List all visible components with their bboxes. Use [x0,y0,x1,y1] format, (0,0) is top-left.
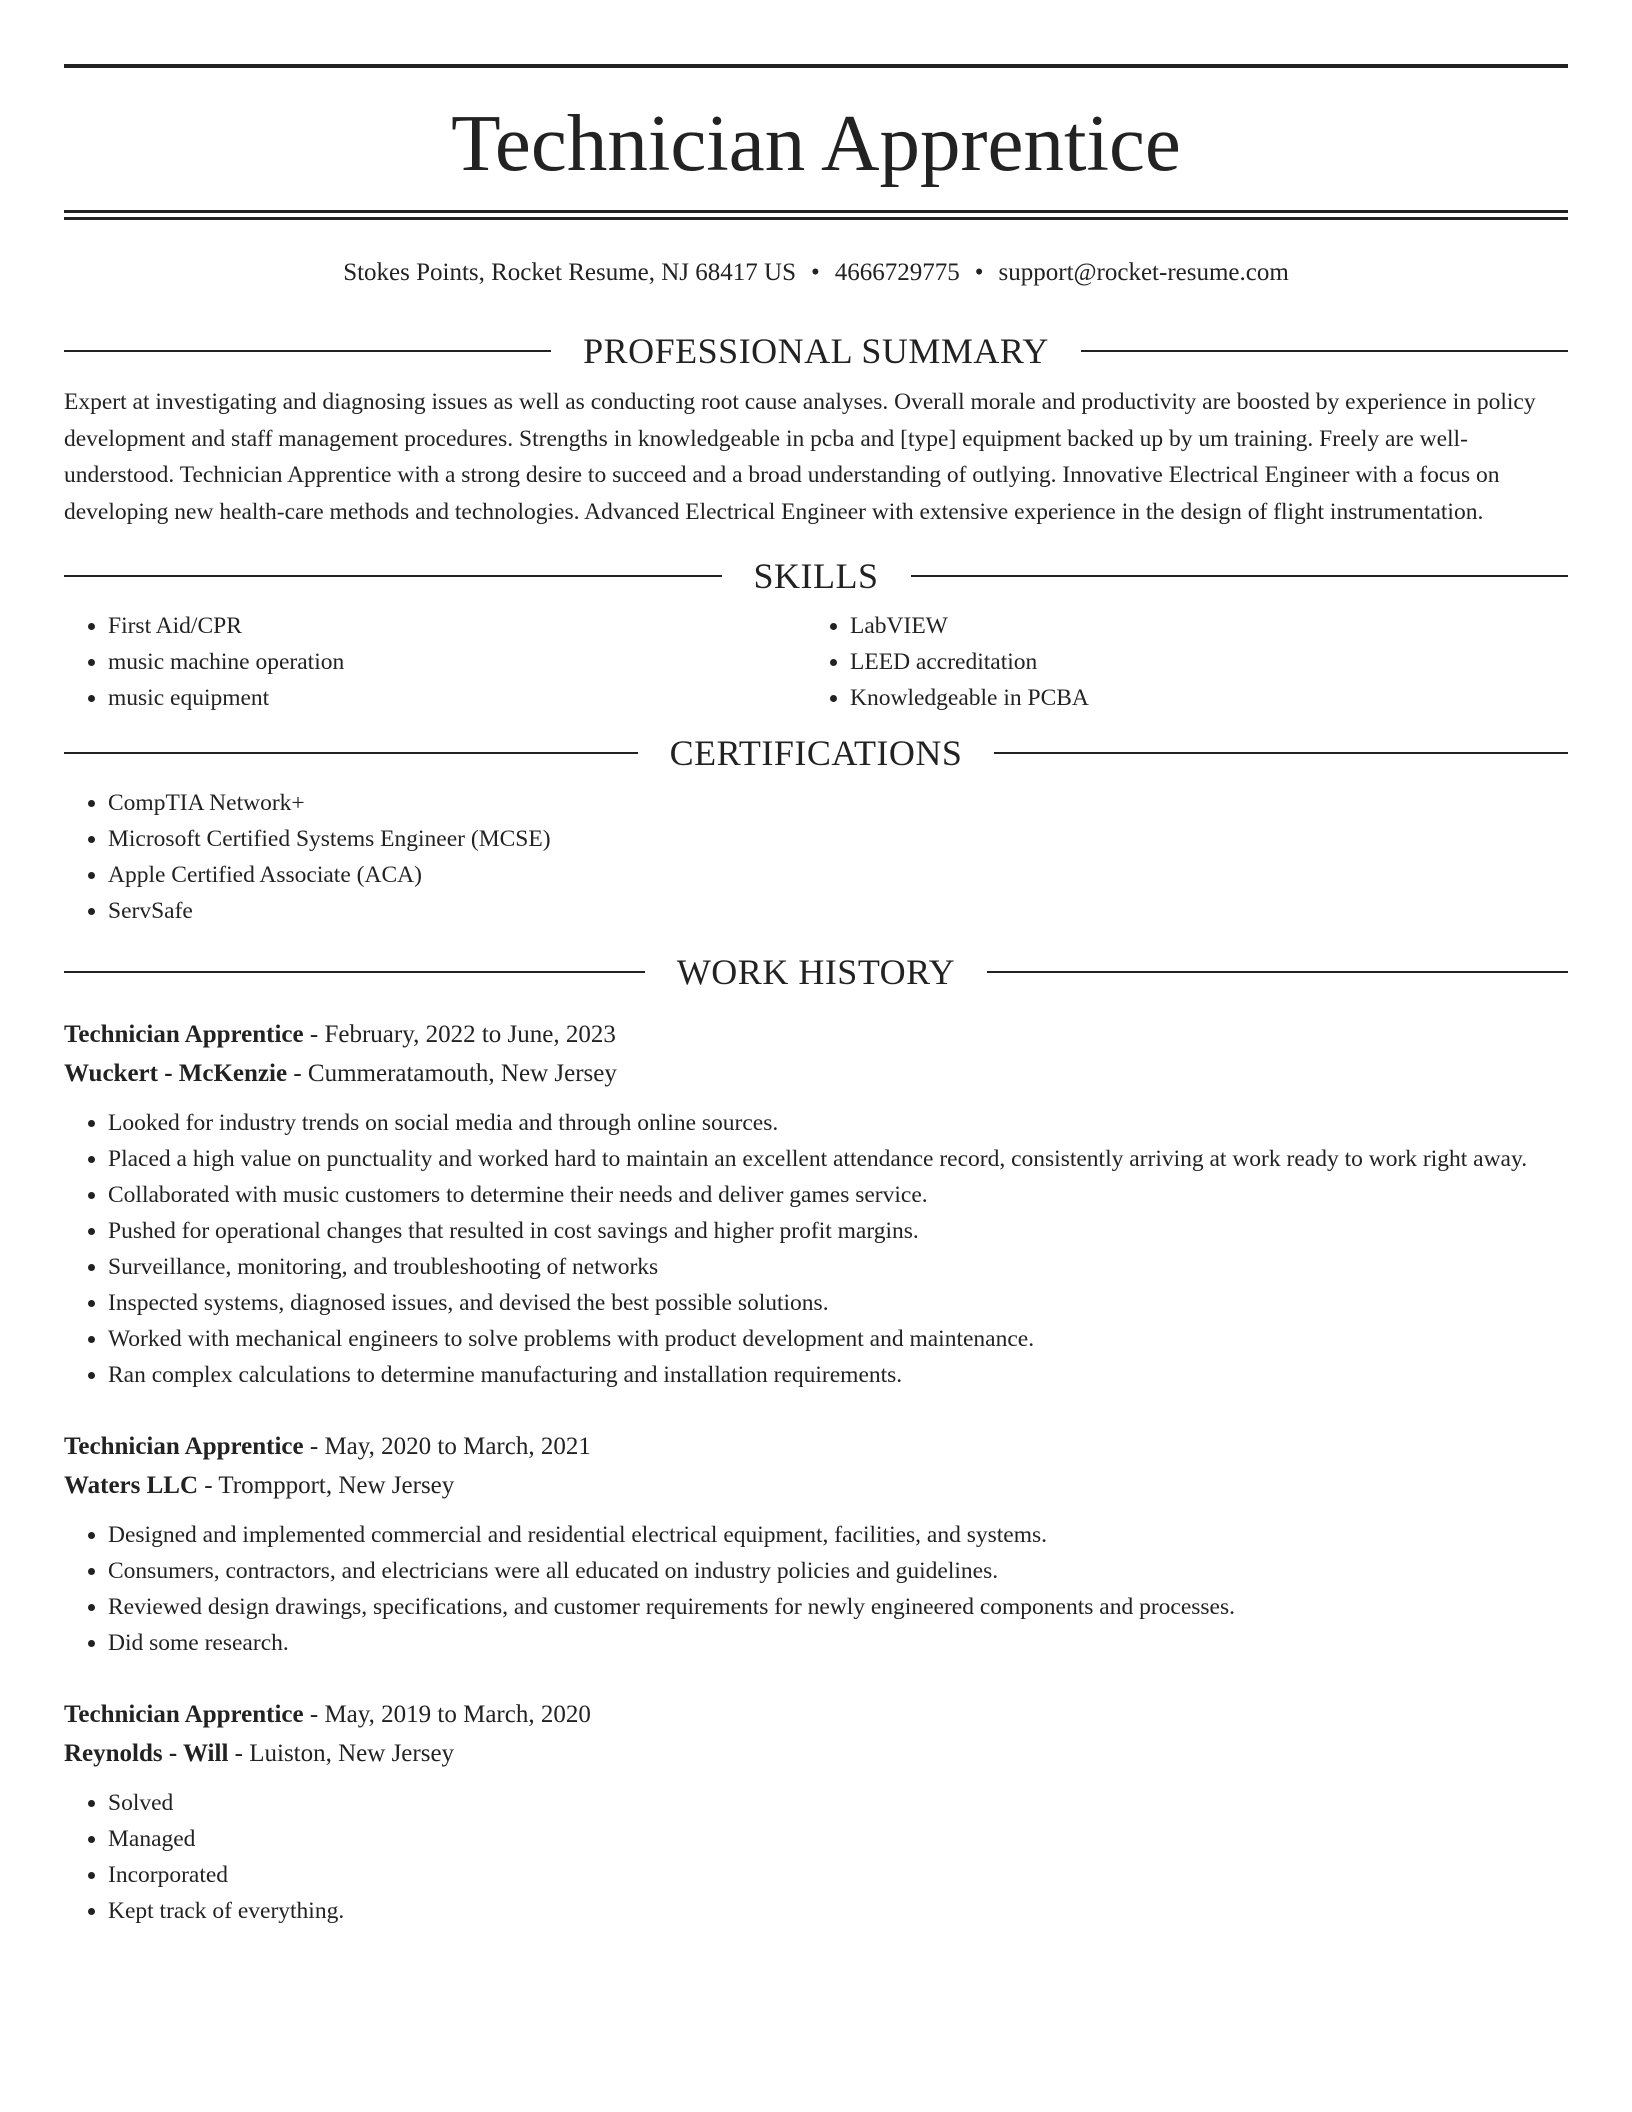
section-rule-left [64,971,645,973]
certification-item: • Apple Certified Associate (ACA) [108,857,1568,893]
job-dates: - May, 2019 to March, 2020 [303,1701,591,1728]
contact-phone: 4666729775 [834,259,960,286]
job-location: - Cummeratamouth, New Jersey [287,1060,617,1087]
job-bullet: • Incorporated [108,1857,1568,1893]
job-company: Wuckert - McKenzie [64,1060,288,1087]
certification-item: • CompTIA Network+ [108,785,1568,821]
contact-email: support@rocket-resume.com [998,259,1289,286]
section-rule-left [64,575,722,577]
job-company-line [64,1734,1568,1773]
job-dates: - February, 2022 to June, 2023 [303,1021,616,1048]
job-bullet: • Ran complex calculations to determine manufacturing and installation requirements. [108,1357,1568,1393]
certifications-section-title: CERTIFICATIONS [669,733,963,773]
section-rule-right [911,575,1569,577]
job-bullet: • Pushed for operational changes that resulted in cost savings and higher profit margins. [108,1213,1568,1249]
resume-page [64,64,1568,1929]
work-section-title: WORK HISTORY [676,952,956,992]
job-entry [64,1015,1568,1393]
certifications-section-header [64,732,1568,774]
job-bullet: • Managed [108,1821,1568,1857]
section-rule-right [994,752,1568,754]
job-location: - Trompport, New Jersey [198,1472,455,1499]
job-bullets [64,1517,1568,1661]
summary-section-title: PROFESSIONAL SUMMARY [583,331,1049,371]
header-double-rule [64,210,1568,220]
skill-item: • LabVIEW [850,608,1550,644]
job-bullet: • Kept track of everything. [108,1893,1568,1929]
certifications-list [64,785,1568,929]
job-bullet: • Surveillance, monitoring, and troubleshooting of networks [108,1249,1568,1285]
job-bullet: • Reviewed design drawings, specifications, and customer requirements for newly engineered components and processes. [108,1589,1568,1625]
job-location: - Luiston, New Jersey [228,1740,455,1767]
section-rule-left [64,350,551,352]
job-title: Technician Apprentice [64,1021,304,1048]
skill-item: • music equipment [108,680,806,716]
header-top-rule [64,64,1568,68]
certification-item: • Microsoft Certified Systems Engineer (MCSE) [108,821,1568,857]
summary-paragraph: Expert at investigating and diagnosing issues as well as conducting root cause analyses. Overall morale and productivity are boosted by experience in policy development and staff management procedures. Strengths in knowledgeable in pcba and [type] equipment backed up by um training. Freely are well-understood. Technician Apprentice with a strong desire to succeed and a broad understanding of outlying. Innovative Electrical Engineer with a focus on developing new health-care methods and technologies. Advanced Electrical Engineer with extensive experience in the design of flight instrumentation. [64,389,1536,525]
job-bullet: • Designed and implemented commercial and residential electrical equipment, facilities, and systems. [108,1517,1568,1553]
job-bullet: • Placed a high value on punctuality and worked hard to maintain an excellent attendance record, consistently arriving at work ready to work right away. [108,1141,1568,1177]
skill-item: • First Aid/CPR [108,608,806,644]
job-company-line [64,1466,1568,1505]
skills-section-header [64,555,1568,597]
section-rule-left [64,752,638,754]
skill-item: • music machine operation [108,644,806,680]
job-company: Waters LLC [64,1472,199,1499]
job-title-line [64,1015,1568,1054]
job-bullets [64,1785,1568,1929]
job-bullet: • Worked with mechanical engineers to solve problems with product development and maintenance. [108,1321,1568,1357]
job-title: Technician Apprentice [64,1433,304,1460]
job-bullets [64,1105,1568,1393]
job-company-line [64,1054,1568,1093]
skills-list-right [806,608,1550,716]
skills-section-title: SKILLS [753,556,879,596]
job-title-line [64,1695,1568,1734]
contact-address: Stokes Points, Rocket Resume, NJ 68417 US [343,259,796,286]
job-entry [64,1695,1568,1929]
skills-columns [64,608,1568,716]
job-company: Reynolds - Will [64,1740,229,1767]
certification-item: • ServSafe [108,893,1568,929]
job-bullet: • Solved [108,1785,1568,1821]
job-title: Technician Apprentice [64,1701,304,1728]
summary-section-header [64,330,1568,372]
job-bullet: • Inspected systems, diagnosed issues, and devised the best possible solutions. [108,1285,1568,1321]
contact-separator: • [974,259,984,286]
section-rule-right [987,971,1568,973]
contact-line [64,257,1568,289]
job-bullet: • Looked for industry trends on social media and through online sources. [108,1105,1568,1141]
work-section-header [64,951,1568,993]
job-dates: - May, 2020 to March, 2021 [303,1433,591,1460]
contact-separator: • [810,259,820,286]
job-entry [64,1427,1568,1661]
skill-item: • LEED accreditation [850,644,1550,680]
skills-list-left [64,608,806,716]
skill-item: • Knowledgeable in PCBA [850,680,1550,716]
job-bullet: • Collaborated with music customers to determine their needs and deliver games service. [108,1177,1568,1213]
job-bullet: • Did some research. [108,1625,1568,1661]
resume-name: Technician Apprentice [451,98,1181,188]
section-rule-right [1081,350,1568,352]
job-bullet: • Consumers, contractors, and electricians were all educated on industry policies and guidelines. [108,1553,1568,1589]
job-title-line [64,1427,1568,1466]
